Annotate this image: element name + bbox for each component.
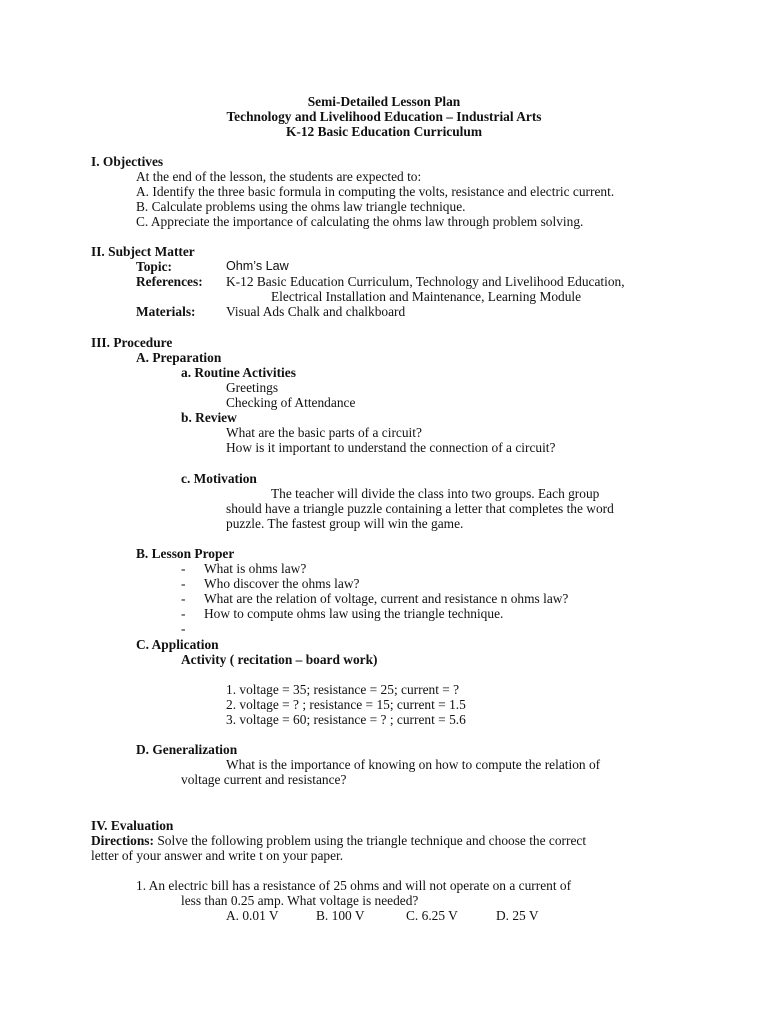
materials-label: Materials: [136,304,196,319]
motivation-heading: c. Motivation [181,471,257,486]
directions-label: Directions: [91,833,154,848]
routine-item: Checking of Attendance [226,395,356,410]
objective-item: B. Calculate problems using the ohms law triangle technique. [136,199,466,214]
references-value-continued: Electrical Installation and Maintenance, Learning Module [271,289,582,304]
review-heading: b. Review [181,410,237,425]
directions-text: Solve the following problem using the triangle technique and choose the correct [153,833,587,848]
generalization-line: voltage current and resistance? [181,772,347,787]
review-item: What are the basic parts of a circuit? [226,425,422,440]
topic-value: Ohm’s Law [226,259,289,273]
question-text: 1. An electric bill has a resistance of 25 ohms and will not operate on a current of [136,878,572,893]
doc-title: Semi-Detailed Lesson Plan [307,94,461,109]
motivation-line: should have a triangle puzzle containing a letter that completes the word [226,501,614,516]
answer-choice-a: A. 0.01 V [226,908,279,923]
lesson-question: What is ohms law? [204,561,307,576]
evaluation-heading: IV. Evaluation [91,818,174,833]
objective-item: A. Identify the three basic formula in computing the volts, resistance and electric current. [136,184,615,199]
references-label: References: [136,274,203,289]
motivation-line: puzzle. The fastest group will win the game. [226,516,464,531]
application-item: 2. voltage = ? ; resistance = 15; current = 1.5 [226,697,466,712]
materials-value: Visual Ads Chalk and chalkboard [226,304,406,319]
preparation-heading: A. Preparation [136,350,222,365]
routine-heading: a. Routine Activities [181,365,296,380]
answer-choice-b: B. 100 V [316,908,365,923]
generalization-line: What is the importance of knowing on how to compute the relation of [226,757,601,772]
directions-line [91,833,586,848]
bullet-dash: - [181,561,186,576]
doc-curriculum: K-12 Basic Education Curriculum [285,124,483,139]
directions-line-continued: letter of your answer and write t on your paper. [91,848,344,863]
application-item: 1. voltage = 35; resistance = 25; current = ? [226,682,460,697]
answer-choice-d: D. 25 V [496,908,539,923]
bullet-dash: - [181,621,186,636]
doc-subtitle: Technology and Livelihood Education – Industrial Arts [226,109,542,124]
subject-matter-heading: II. Subject Matter [91,244,195,259]
objective-item: C. Appreciate the importance of calculating the ohms law through problem solving. [136,214,584,229]
motivation-line: The teacher will divide the class into two groups. Each group [271,486,600,501]
objectives-heading: I. Objectives [91,154,164,169]
application-item: 3. voltage = 60; resistance = ? ; current = 5.6 [226,712,466,727]
lesson-question: What are the relation of voltage, current and resistance n ohms law? [204,591,569,606]
lesson-question: How to compute ohms law using the triangle technique. [204,606,504,621]
bullet-dash: - [181,606,186,621]
activity-label: Activity ( recitation – board work) [181,652,378,667]
bullet-dash: - [181,591,186,606]
lesson-proper-heading: B. Lesson Proper [136,546,235,561]
procedure-heading: III. Procedure [91,335,173,350]
question-text-continued: less than 0.25 amp. What voltage is needed? [181,893,419,908]
topic-label: Topic: [136,259,172,274]
review-item: How is it important to understand the connection of a circuit? [226,440,556,455]
bullet-dash: - [181,576,186,591]
references-value: K-12 Basic Education Curriculum, Technology and Livelihood Education, [226,274,625,289]
application-heading: C. Application [136,637,219,652]
answer-choice-c: C. 6.25 V [406,908,458,923]
generalization-heading: D. Generalization [136,742,238,757]
lesson-question: Who discover the ohms law? [204,576,360,591]
routine-item: Greetings [226,380,279,395]
objectives-intro: At the end of the lesson, the students are expected to: [136,169,422,184]
